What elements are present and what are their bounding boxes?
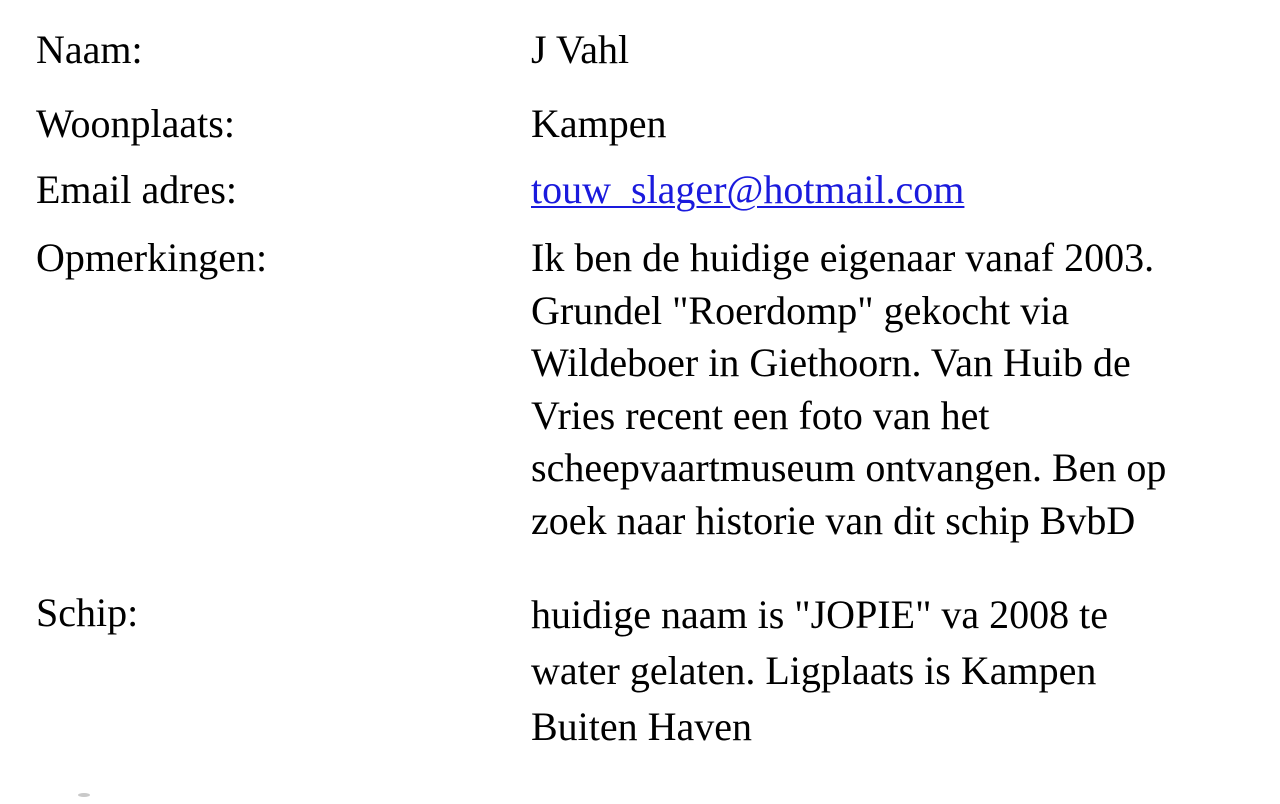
field-row-naam [36, 24, 1266, 76]
opmerkingen-line: Vries recent een foto van het [531, 392, 990, 438]
field-row-schip [36, 587, 1266, 755]
scan-speck [78, 793, 90, 797]
field-row-opmerkingen [36, 232, 1266, 547]
opmerkingen-line: Ik ben de huidige eigenaar vanaf 2003. [531, 235, 1155, 280]
field-row-email [36, 164, 1266, 216]
field-label-naam: Naam: [36, 27, 143, 72]
schip-line: huidige naam is "JOPIE" va 2008 te [531, 592, 1109, 637]
opmerkingen-line: Grundel "Roerdomp" gekocht via [531, 287, 1070, 333]
field-label-schip: Schip: [36, 590, 139, 635]
schip-line: Buiten Haven [531, 704, 753, 749]
opmerkingen-line: scheepvaartmuseum ontvangen. Ben op [531, 445, 1167, 490]
field-row-woonplaats [36, 98, 1266, 150]
field-label-woonplaats: Woonplaats: [36, 101, 235, 146]
field-value-schip [531, 587, 1266, 755]
field-label-email: Email adres: [36, 167, 238, 212]
opmerkingen-line: Wildeboer in Giethoorn. Van Huib de [531, 340, 1131, 385]
field-label-opmerkingen: Opmerkingen: [36, 235, 268, 280]
opmerkingen-line: zoek naar historie van dit schip BvbD [531, 497, 1136, 543]
field-value-woonplaats: Kampen [531, 101, 667, 146]
schip-line: water gelaten. Ligplaats is Kampen [531, 648, 1097, 693]
field-value-email [531, 164, 1266, 216]
field-value-naam: J Vahl [531, 27, 630, 72]
email-link[interactable]: touw_slager@hotmail.com [531, 167, 965, 212]
field-value-opmerkingen [531, 232, 1266, 547]
